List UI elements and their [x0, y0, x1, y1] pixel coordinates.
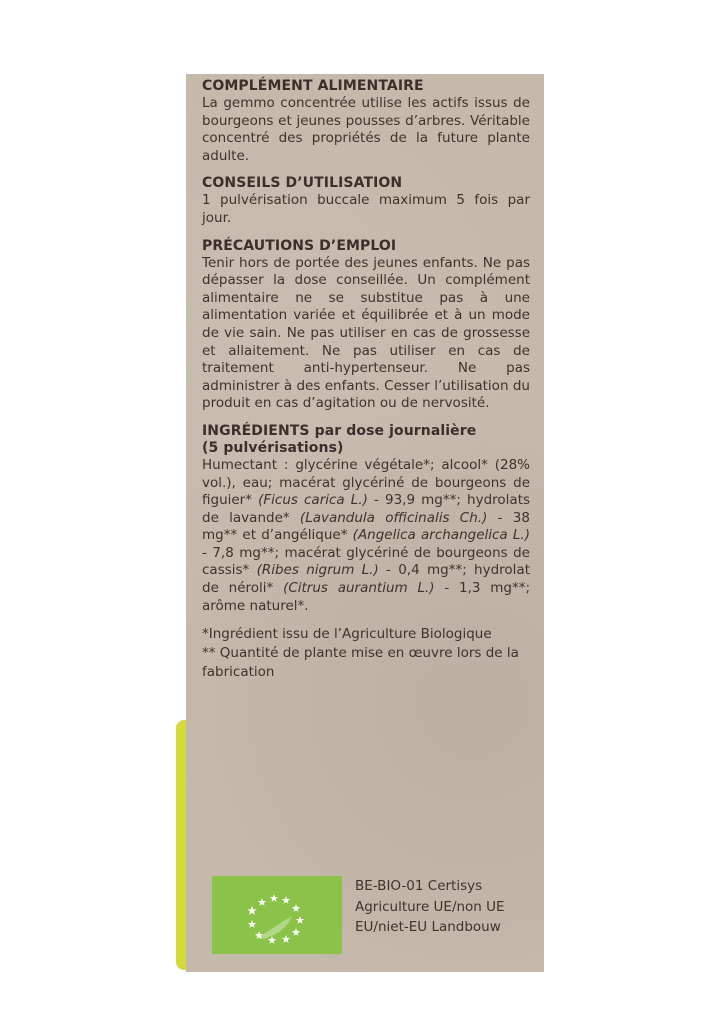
ingredients-text-3: - 38 mg** et d’angélique*	[202, 509, 530, 544]
ingredients-heading	[202, 423, 530, 457]
section-body-complement: La gemmo concentrée utilise les actifs issus de bourgeons et jeunes pousses d’arbres. Véritable concentré des propriétés de la future plante adulte.	[202, 95, 530, 164]
ingredients-latin-5: (Citrus aurantium L.)	[283, 580, 435, 597]
organic-footnote: *Ingrédient issu de l’Agriculture Biologique	[202, 626, 492, 643]
ingredients-latin-2: (Lavandula officinalis Ch.)	[299, 509, 488, 526]
ingredients-heading-line2: (5 pulvérisations)	[202, 439, 344, 456]
product-label-panel	[186, 74, 544, 972]
ingredients-text-5: - 0,4 mg**; hydrolat de néroli*	[202, 562, 530, 597]
ingredients-text-2: - 93,9 mg**; hydrolats de lavande*	[202, 492, 531, 526]
ingredients-text-4: - 7,8 mg**; macérat glycériné de bourgeons de cassis*	[202, 544, 530, 579]
section-heading-precautions: PRÉCAUTIONS D’EMPLOI	[202, 237, 397, 254]
ingredients-latin-4: (Ribes nigrum L.)	[256, 562, 379, 579]
section-heading-conseils: CONSEILS D’UTILISATION	[202, 175, 403, 192]
organic-certification	[198, 876, 538, 954]
section-body-precautions: Tenir hors de portée des jeunes enfants. Ne pas dépasser la dose conseillée. Un complément alimentaire ne se substitue pas à une alimentation variée et équilibrée et à un mode de vie sain. Ne pas utiliser en cas de grossesse et allaitement. Ne pas utiliser en cas de traitement anti-hypertenseur. Ne pas administrer à des enfants. Cesser l’utilisation du produit en cas d’agitation ou de nervosité.	[202, 254, 530, 412]
ingredients-text-6: - 1,3 mg**; arôme naturel*.	[202, 580, 530, 614]
ingredients-list	[202, 457, 530, 615]
ingredients-latin-3: (Angelica archangelica L.)	[352, 527, 530, 544]
ingredients-heading-bold: INGRÉDIENTS	[202, 422, 310, 439]
ingredients-latin-1: (Ficus carica L.)	[258, 492, 368, 509]
certification-text	[355, 876, 505, 938]
section-body-conseils: 1 pulvérisation buccale maximum 5 fois par jour.	[202, 192, 530, 226]
certification-line-1: BE-BIO-01 Certisys	[355, 878, 483, 894]
quantity-footnote: ** Quantité de plante mise en œuvre lors de la fabrication	[202, 645, 519, 681]
certification-line-2: Agriculture UE/non UE	[355, 898, 505, 915]
eu-organic-leaf-icon	[212, 876, 342, 954]
ingredients-heading-rest: par dose journalière	[309, 422, 477, 439]
ingredients-text-1: Humectant : glycérine végétale*; alcool* (28% vol.), eau; macérat glycériné de bourgeons de figuier*	[202, 456, 530, 509]
footnotes	[202, 625, 530, 682]
section-heading-complement: COMPLÉMENT ALIMENTAIRE	[202, 78, 424, 94]
certification-line-3: EU/niet-EU Landbouw	[355, 919, 501, 935]
